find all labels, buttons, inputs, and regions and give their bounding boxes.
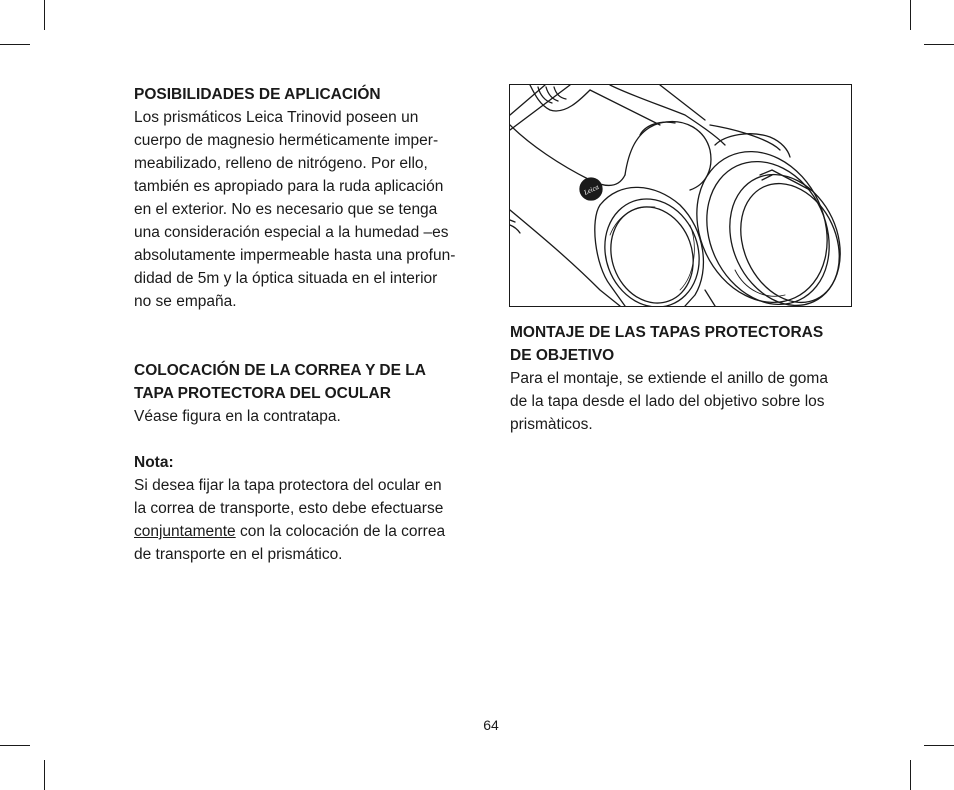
crop-mark-tr-h (924, 44, 954, 45)
body-line: no se empaña. (134, 293, 237, 310)
body-line: una consideración especial a la humedad –es (134, 224, 449, 241)
body-line: cuerpo de magnesio herméticamente imper- (134, 132, 439, 149)
section-heading-correa-cont: TAPA PROTECTORA DEL OCULAR (134, 385, 391, 402)
right-column (510, 321, 855, 436)
body-line: también es apropiado para la ruda aplicación (134, 178, 444, 195)
crop-mark-bl-v (44, 760, 45, 790)
body-line: didad de 5m y la óptica situada en el interior (134, 270, 438, 287)
note-line: la correa de transporte, esto debe efectuarse (134, 500, 444, 517)
left-column (134, 83, 479, 566)
crop-mark-bl-h (0, 745, 30, 746)
binoculars-illustration (509, 84, 852, 307)
body-line: absolutamente impermeable hasta una profun- (134, 247, 456, 264)
note-line: Si desea fijar la tapa protectora del ocular en (134, 477, 442, 494)
body-line: prismàticos. (510, 416, 593, 433)
section-heading-montaje: MONTAJE DE LAS TAPAS PROTECTORAS (510, 324, 824, 341)
body-line: meabilizado, relleno de nitrógeno. Por ello, (134, 155, 428, 172)
section-heading-aplicacion: POSIBILIDADES DE APLICACIÓN (134, 86, 381, 103)
crop-mark-tl-h (0, 44, 30, 45)
note-line: de transporte en el prismático. (134, 546, 343, 563)
binoculars-drawing (510, 85, 851, 306)
body-line: Los prismáticos Leica Trinovid poseen un (134, 109, 419, 126)
note-line-rest: con la colocación de la correa (235, 523, 446, 540)
crop-mark-br-h (924, 745, 954, 746)
section-heading-montaje-cont: DE OBJETIVO (510, 347, 615, 364)
body-line: de la tapa desde el lado del objetivo sobre los (510, 393, 825, 410)
body-line: Para el montaje, se extiende el anillo de goma (510, 370, 828, 387)
crop-mark-br-v (910, 760, 911, 790)
body-line: en el exterior. No es necesario que se tenga (134, 201, 438, 218)
leica-logo-text: Leica (582, 182, 601, 197)
crop-mark-tr-v (910, 0, 911, 30)
note-line-underlined (134, 520, 479, 543)
crop-mark-tl-v (44, 0, 45, 30)
body-line: Véase figura en la contratapa. (134, 408, 341, 425)
underlined-word: conjuntamente (134, 523, 236, 540)
page-number: 64 (483, 717, 499, 733)
section-heading-correa: COLOCACIÓN DE LA CORREA Y DE LA (134, 362, 426, 379)
note-heading: Nota: (134, 454, 174, 471)
